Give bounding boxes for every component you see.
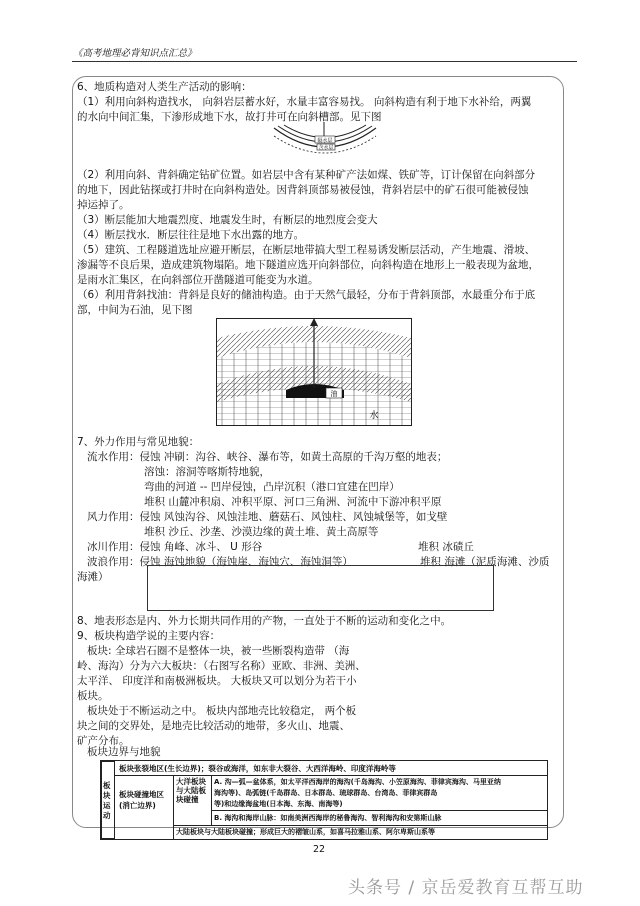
section-9-title: 9、板块构造学说的主要内容： — [77, 630, 221, 642]
text-line: （3）断层能加大地震烈度、地震发生时，有断层的地烈度会变大 — [77, 214, 378, 226]
text-line: 块之间的交界处，是地壳比较活动的地带，多火山、地震、 — [77, 720, 350, 732]
text-line: 的水向中间汇集，下渗形成地下水，故打井可在向斜槽部。见下图 — [77, 111, 382, 123]
text-line: 弯曲的河道 -- 凹岸侵蚀，凸岸沉积（港口宜建在凹岸） — [144, 481, 400, 493]
text-line: 部，中间为石油，见下图 — [77, 304, 193, 316]
page-header: 《高考地理必背知识点汇总》 — [73, 48, 197, 59]
text-line: 岭、海沟）分为六大板块：（右图写名称）亚欧、非洲、美洲、 — [77, 660, 366, 672]
text-line: 堆积 沙丘、沙垄、沙漠边缘的黄土堆、黄土高原等 — [144, 526, 379, 538]
watermark: 头条号 / 京岳爱教育互帮互助 — [348, 878, 584, 898]
text-line: 渗漏等不良后果，造成建筑物塌陷。地下隧道应选开向斜部位，向斜构造在地形上一般表现为盆地， — [77, 259, 539, 271]
table-row1-divider — [115, 775, 547, 776]
text-line: 板块。 — [77, 690, 109, 702]
aquitard-label: 隔水层 — [317, 138, 333, 144]
anticline-oil-trap-diagram — [216, 318, 412, 426]
text-line: 堆积 冰碛丘 — [418, 541, 474, 553]
section-6-title: 6、地质构造对人类生产活动的影响： — [77, 81, 252, 93]
empty-answer-box — [147, 565, 494, 611]
section-7-title: 7、外力作用与常见地貌： — [77, 436, 200, 448]
table-left-group: 板块碰撞地区(消亡边界) — [119, 790, 164, 810]
text-line: 太平洋、 印度洋和南极洲板块。 大板块又可以划分为若干小 — [77, 675, 357, 687]
text-line: 风力作用：侵蚀 风蚀沟谷、风蚀洼地、蘑菇石、风蚀柱、风蚀城堡等，如戈壁 — [87, 511, 448, 523]
text-line: 矿产分布。 — [77, 735, 130, 747]
header-rule — [72, 61, 577, 62]
table-rowC-divider — [173, 825, 547, 826]
table-rowC: 大陆板块与大陆板块碰撞；形成巨大的褶皱山系，如喜马拉雅山系、阿尔卑斯山系等 — [176, 828, 435, 836]
text-line: （5）建筑、工程隧道选址应避开断层，在断层地带搞大型工程易诱发断层活动，产生地震、滑坡、 — [77, 244, 536, 256]
text-line: 流水作用：侵蚀 冲刷：沟谷、峡谷、瀑布等，如黄土高原的千沟万壑的地表； — [87, 451, 448, 463]
table-rowA-line1: A. 沟—弧—盆体系，如太平洋西海岸的海沟(千岛海沟、小笠原海沟、菲律宾海沟、马里亚纳 — [214, 778, 501, 786]
text-line: （6）利用背斜找油：背斜是良好的储油构造。由于天然气最轻，分布于背斜顶部，水最重分布于底 — [77, 289, 536, 301]
text-line: 板块: 全球岩石圈不是整体一块，被一些断裂构造带 （海 — [87, 645, 350, 657]
text-line: 堆积 山麓冲积扇、冲积平原、河口三角洲、河流中下游冲积平原 — [144, 496, 442, 508]
table-row1: 板块张裂地区(生长边界)；裂谷或海洋，如东非大裂谷、大西洋海岭、印度洋海岭等 — [119, 764, 396, 773]
section-8: 8、地表形态是内、外力长期共同作用的产物，一直处于不断的运动和变化之中。 — [77, 615, 452, 627]
aquifer-label: 含水层 — [318, 145, 334, 151]
text-line: （1）利用向斜构造找水， 向斜岩层蓄水好，水量丰富容易找。 向斜构造有利于地下水补给，两翼 — [77, 96, 532, 108]
text-line: 波浪作用：侵蚀 海蚀地貌（海蚀崖、海蚀穴、海蚀洞等） — [87, 556, 353, 568]
text-line: 堆积 海滩（泥质海滩、沙质 — [420, 556, 550, 568]
syncline-aquifer-diagram — [272, 122, 378, 164]
table-rowA-line2: 海沟等)、岛弧链(千岛群岛、日本群岛、琉球群岛、台湾岛、菲律宾群岛 — [214, 789, 438, 797]
text-line: 的地下，因此钻探或打井时在向斜构造处。因背斜顶部易被侵蚀，背斜岩层中的矿石很可能被侵蚀 — [77, 184, 529, 196]
table-main-label: 板块运动 — [103, 781, 111, 820]
text-line: 冰川作用：侵蚀 角峰、冰斗、 U 形谷 — [87, 541, 263, 553]
oil-label: 油 — [330, 390, 338, 398]
text-line: 掉运掉了。 — [77, 199, 130, 211]
water-label: 水 — [369, 411, 379, 421]
text-line: 溶蚀：溶洞等喀斯特地貌， — [144, 466, 270, 478]
plate-boundary-table — [100, 760, 548, 840]
text-line: （4）断层找水．断层往往是地下水出露的地方。 — [77, 229, 305, 241]
text-line: 海滩） — [77, 571, 109, 583]
page-number: 22 — [313, 844, 326, 855]
table-sub-label: 大洋板块与大陆板块碰撞 — [176, 777, 206, 804]
table-group-divider — [173, 775, 174, 839]
table-rowA-line3: 等)和边缘海盆地(日本海、东海、南海等) — [214, 800, 343, 808]
text-line: （2）利用向斜、背斜确定钻矿位置。如岩层中含有某种矿产法如煤、铁矿等，订计保留在向斜部分 — [77, 169, 536, 181]
text-line: 是雨水汇集区，在向斜部位开凿隧道可能变为水道。 — [77, 274, 319, 286]
table-rowB-divider — [211, 810, 547, 811]
subheading: 板块边界与地貌 — [87, 746, 161, 758]
text-line: 板块处于不断运动之中。 板块内部地壳比较稳定， 两个板 — [87, 705, 357, 717]
table-rowB: B. 海沟和海岸山脉：如南美洲西海岸的秘鲁海沟、智利海沟和安第斯山脉 — [214, 814, 442, 822]
table-sub-divider — [211, 775, 212, 825]
